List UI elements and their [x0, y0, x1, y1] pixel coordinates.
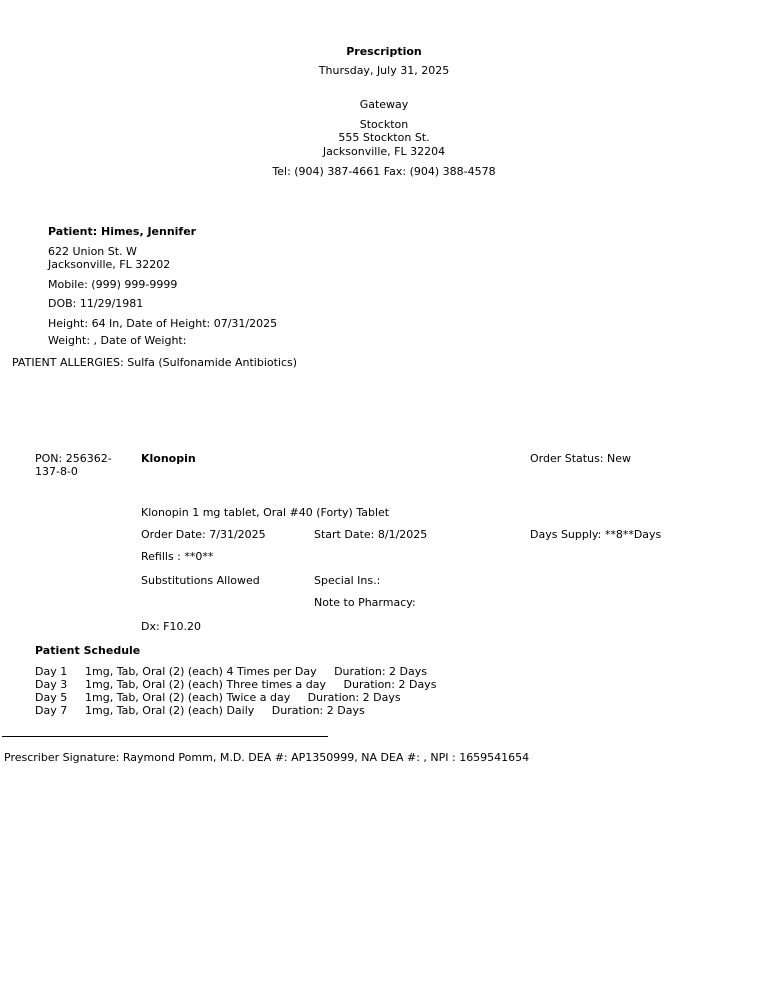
prescriber-signature: Prescriber Signature: Raymond Pomm, M.D. DEA #: AP1350999, NA DEA #: , NPI : 1659541654 — [4, 751, 530, 764]
organization-name: Gateway — [359, 98, 409, 111]
schedule-row-day: Day 3 — [35, 678, 68, 691]
drug-name: Klonopin — [141, 452, 196, 465]
patient-mobile: Mobile: (999) 999-9999 — [48, 278, 178, 291]
order-status: Order Status: New — [530, 452, 632, 465]
location-address-line2: Jacksonville, FL 32204 — [322, 145, 446, 158]
document-date: Thursday, July 31, 2025 — [318, 64, 450, 77]
patient-address-line2: Jacksonville, FL 32202 — [48, 258, 171, 271]
patient-weight: Weight: , Date of Weight: — [48, 334, 187, 347]
signature-divider — [2, 736, 328, 737]
patient-dob: DOB: 11/29/1981 — [48, 297, 144, 310]
drug-description: Klonopin 1 mg tablet, Oral #40 (Forty) Tablet — [141, 506, 390, 519]
schedule-heading: Patient Schedule — [35, 644, 141, 657]
substitutions: Substitutions Allowed — [141, 574, 260, 587]
schedule-row-day: Day 5 — [35, 691, 68, 704]
schedule-row-text: 1mg, Tab, Oral (2) (each) Twice a day Duration: 2 Days — [85, 691, 401, 704]
patient-name: Patient: Himes, Jennifer — [48, 225, 197, 238]
location-phone-fax: Tel: (904) 387-4661 Fax: (904) 388-4578 — [272, 165, 496, 178]
schedule-row-day: Day 7 — [35, 704, 68, 717]
special-instructions: Special Ins.: — [314, 574, 381, 587]
order-date: Order Date: 7/31/2025 — [141, 528, 266, 541]
schedule-row-text: 1mg, Tab, Oral (2) (each) Daily Duration: 2 Days — [85, 704, 365, 717]
location-name: Stockton — [359, 118, 409, 131]
schedule-row-text: 1mg, Tab, Oral (2) (each) 4 Times per Day Duration: 2 Days — [85, 665, 428, 678]
days-supply: Days Supply: **8**Days — [530, 528, 662, 541]
location-address-line1: 555 Stockton St. — [338, 131, 430, 144]
start-date: Start Date: 8/1/2025 — [314, 528, 428, 541]
diagnosis-code: Dx: F10.20 — [141, 620, 202, 633]
refills: Refills : **0** — [141, 550, 214, 563]
schedule-row-text: 1mg, Tab, Oral (2) (each) Three times a day Duration: 2 Days — [85, 678, 437, 691]
document-title: Prescription — [346, 45, 422, 58]
note-to-pharmacy: Note to Pharmacy: — [314, 596, 416, 609]
patient-allergies: PATIENT ALLERGIES: Sulfa (Sulfonamide Antibiotics) — [12, 356, 298, 369]
order-pon: PON: 256362-137-8-0 — [35, 452, 112, 478]
schedule-row-day: Day 1 — [35, 665, 68, 678]
patient-height: Height: 64 In, Date of Height: 07/31/2025 — [48, 317, 278, 330]
patient-address-line1: 622 Union St. W — [48, 245, 137, 258]
